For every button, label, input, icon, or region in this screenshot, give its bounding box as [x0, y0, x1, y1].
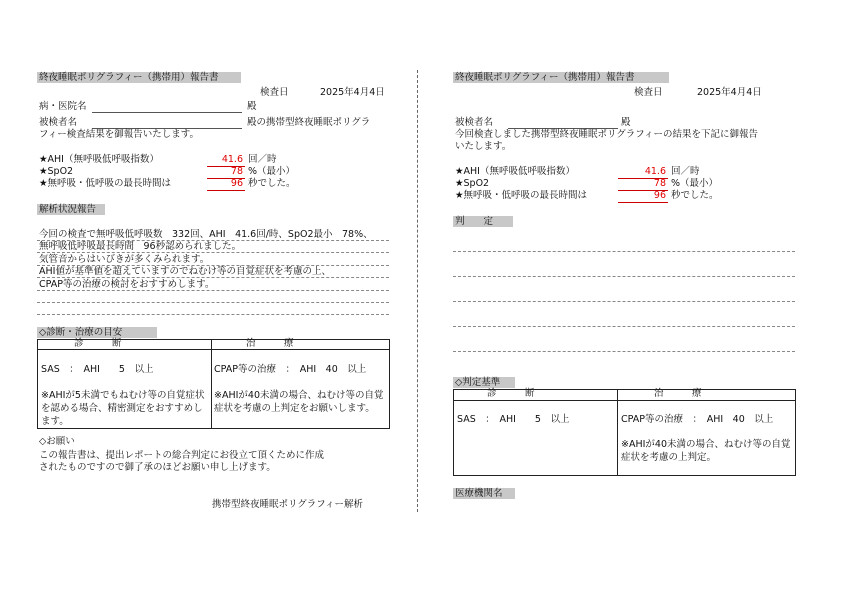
right-ahi-value: 41.6 [644, 166, 666, 177]
right-rule [453, 276, 795, 277]
left-rule [37, 240, 389, 241]
left-request-line2: されたものですので御了承のほどお願い申し上げます。 [39, 462, 276, 473]
left-intro-line1: 殿の携帯型終夜睡眠ポリグラ [247, 117, 371, 128]
right-sas-criteria: SAS ： AHI 5 以上 [457, 414, 570, 425]
left-spo2-label: ★SpO2 [39, 166, 74, 177]
right-apnea-underline [618, 202, 668, 203]
right-cpap-criteria: CPAP等の治療 ： AHI 40 以上 [621, 414, 774, 425]
left-note-cpap: ※AHIが40未満の場合、ねむけ等の自覚症状を考慮の上判定をお願いします。 [214, 390, 384, 414]
right-patient-dono: 殿 [621, 117, 631, 128]
left-date-value: 2025年4月4日 [320, 87, 385, 98]
right-apnea-value: 96 [653, 190, 666, 201]
left-footer: 携帯型終夜睡眠ポリグラフィー解析 [212, 499, 364, 510]
left-apnea-underline [207, 190, 245, 191]
right-date-value: 2025年4月4日 [697, 87, 762, 98]
left-rule [37, 290, 389, 291]
right-institution-header: 医療機関名 [453, 488, 515, 499]
left-col-diagnosis-header: 診 断 [74, 338, 122, 349]
left-cpap-criteria: CPAP等の治療 ： AHI 40 以上 [214, 364, 367, 375]
left-report-title: 終夜睡眠ポリグラフィー（携帯用）報告書 [37, 72, 241, 83]
right-criteria-header: ◇判定基準 [453, 377, 515, 388]
left-analysis-header: 解析状況報告 [37, 204, 105, 215]
left-sas-criteria: SAS ： AHI 5 以上 [41, 364, 154, 375]
right-rule [453, 251, 795, 252]
left-ahi-unit: 回／時 [248, 154, 277, 165]
right-col-diagnosis-header: 診 断 [487, 388, 535, 399]
left-hospital-dono: 殿 [247, 101, 257, 112]
right-date-label: 検査日 [634, 87, 663, 98]
left-rule [37, 302, 389, 303]
right-spo2-label: ★SpO2 [455, 178, 490, 189]
right-rule [453, 301, 795, 302]
right-patient-label: 被検者名 [455, 117, 494, 128]
right-ahi-unit: 回／時 [671, 166, 700, 177]
left-hospital-label: 病・医院名 [39, 101, 87, 112]
left-rule [37, 277, 389, 278]
left-apnea-unit: 秒でした。 [248, 178, 296, 189]
right-report-title: 終夜睡眠ポリグラフィー（携帯用）報告書 [453, 72, 669, 83]
right-intro-line2: いたします。 [455, 141, 512, 152]
left-diag-col-divider [211, 339, 212, 428]
left-note-sas: ※AHIが5未満でもねむけ等の自覚症状を認める場合、精密測定をおすすめします。 [41, 390, 205, 427]
right-rule [453, 326, 795, 327]
left-apnea-value: 96 [230, 178, 243, 189]
right-note-cpap: ※AHIが40未満の場合、ねむけ等の自覚症状を考慮の上判定。 [621, 439, 791, 463]
page-divider [417, 70, 418, 512]
right-criteria-col-divider [617, 389, 618, 475]
left-intro-line2: フィー検査結果を御報告いたします。 [39, 129, 199, 140]
left-rule [37, 252, 389, 253]
left-col-treatment-header: 治 療 [246, 338, 294, 349]
left-ahi-value: 41.6 [221, 154, 243, 165]
right-intro-line1: 今回検査しました携帯型終夜睡眠ポリグラフィーの結果を下記に御報告 [455, 129, 759, 140]
left-analysis-line: AHI値が基準値を超えていますのでねむけ等の自覚症状を考慮の上、 [39, 266, 331, 277]
left-hospital-line [92, 112, 242, 113]
right-col-treatment-header: 治 療 [654, 388, 702, 399]
left-rule [37, 314, 389, 315]
right-judgement-header: 判 定 [453, 216, 513, 227]
left-ahi-label: ★AHI（無呼吸低呼吸指数） [39, 154, 159, 165]
left-request-header: ◇お願い [39, 436, 75, 447]
left-analysis-line: 無呼吸低呼吸最長時間 96秒認められました。 [39, 241, 242, 252]
right-rule [453, 351, 795, 352]
right-apnea-unit: 秒でした。 [671, 190, 719, 201]
left-analysis-line: 今回の検査で無呼吸低呼吸数 332回、AHI 41.6回/時、SpO2最小 78%、 [39, 229, 373, 240]
right-spo2-unit: %（最小） [671, 178, 719, 189]
right-spo2-value: 78 [653, 178, 666, 189]
right-ahi-label: ★AHI（無呼吸低呼吸指数） [455, 166, 575, 177]
left-request-line1: この報告書は、提出レポートの総合判定にお役立て頂くために作成 [39, 450, 325, 461]
left-apnea-label: ★無呼吸・低呼吸の最長時間は [39, 178, 172, 189]
left-analysis-line: 気管音からはいびきが多くみられます。 [39, 254, 210, 265]
left-date-label: 検査日 [260, 87, 289, 98]
right-criteria-header-rule [453, 400, 795, 401]
left-analysis-line: CPAP等の治療の検討をおすすめします。 [39, 279, 215, 290]
left-spo2-value: 78 [230, 166, 243, 177]
left-spo2-unit: %（最小） [248, 166, 296, 177]
right-apnea-label: ★無呼吸・低呼吸の最長時間は [455, 190, 588, 201]
left-diag-header: ◇診断・治療の目安 [37, 327, 157, 338]
left-patient-label: 被検者名 [39, 117, 78, 128]
left-rule [37, 265, 389, 266]
